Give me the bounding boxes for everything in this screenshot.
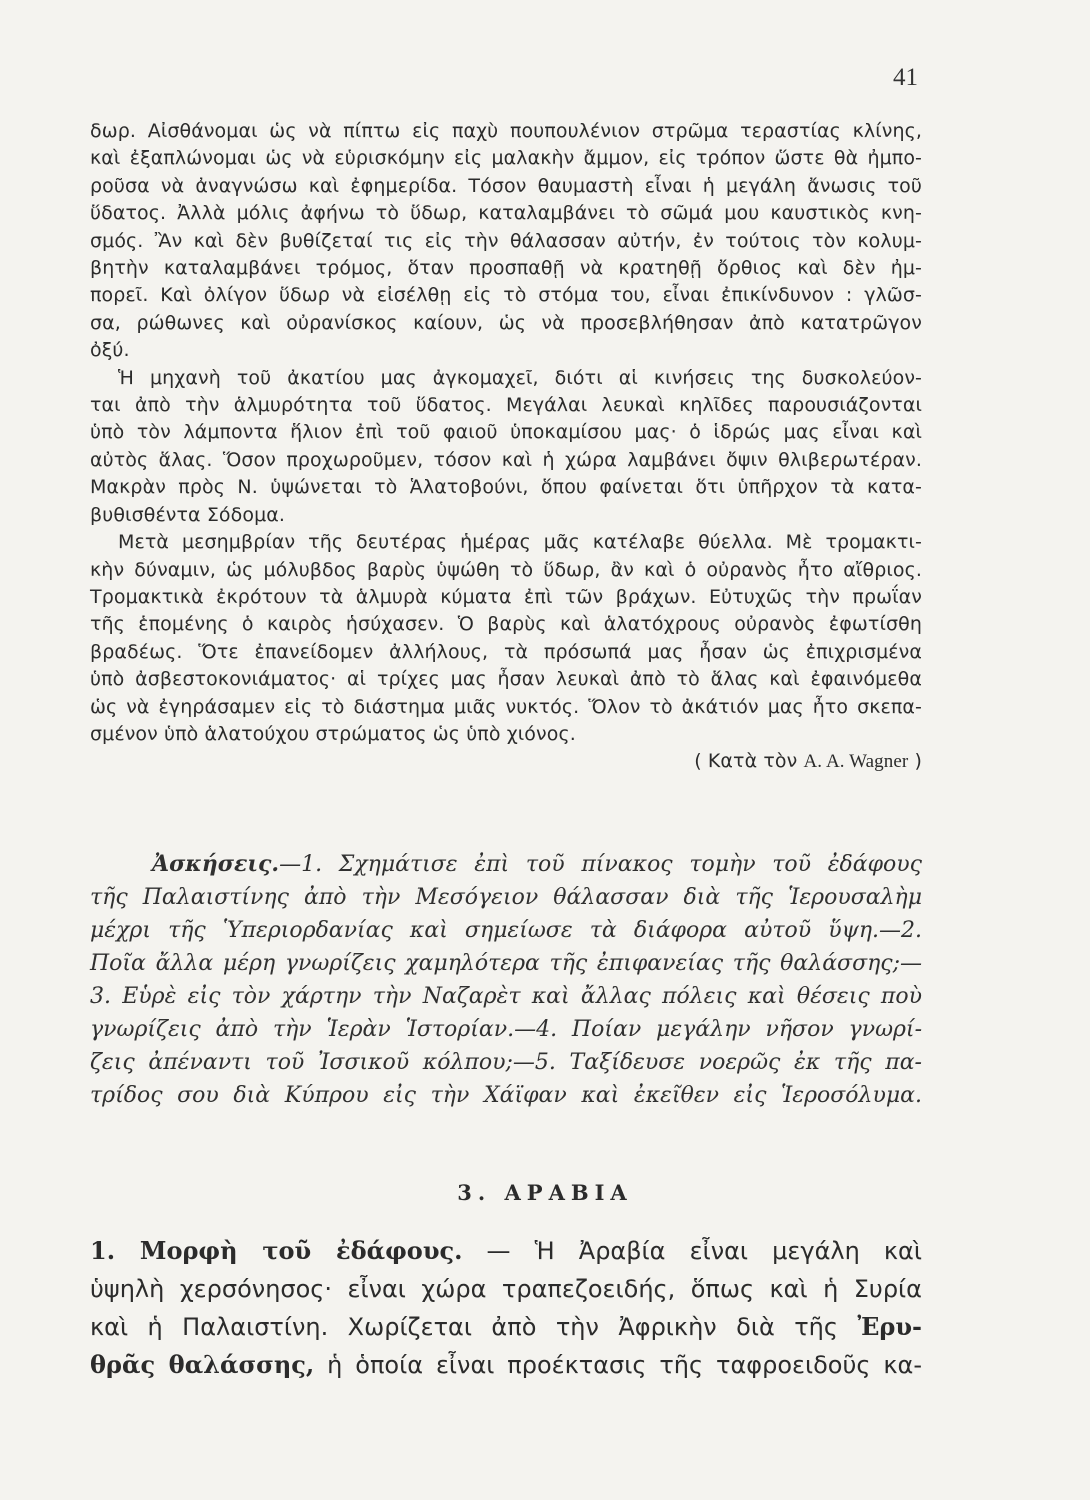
text-line-content: κὴν δύναμιν, ὡς μόλυβδος βαρὺς ὑψώθη τὸ ὕδωρ, ἂν καὶ ὁ οὐρανὸς ἦτο αἴθριος.	[90, 558, 922, 581]
exercise-line	[90, 1079, 922, 1112]
section-body	[90, 1232, 922, 1384]
section-line-3	[90, 1308, 922, 1346]
exercise-line-text: ζεις ἀπέναντι τοῦ Ἰσσικοῦ κόλπου;—5. Ταξίδευσε νοερῶς ἐκ τῆς πα-	[90, 1050, 922, 1075]
exercise-line-text: 3. Εὑρὲ εἰς τὸν χάρτην τὴν Ναζαρὲτ καὶ ἄλλας πόλεις καὶ θέσεις ποὺ	[90, 984, 922, 1009]
exercise-line	[90, 947, 922, 980]
page-number: 41	[893, 64, 918, 91]
subheading: 1. Μορφὴ τοῦ ἐδάφους.	[90, 1236, 463, 1265]
section-line-4-rest: ἡ ὁποία εἶναι προέκτασις τῆς ταφροειδοῦς κα-	[314, 1351, 922, 1379]
text-line-content: ὕδατος. Ἀλλὰ μόλις ἀφήνω τὸ ὕδωρ, καταλαμβάνει τὸ σῶμά μου καυστικὸς κνη-	[90, 202, 922, 225]
text-line	[90, 392, 922, 419]
text-line	[90, 611, 922, 638]
paragraph-2	[90, 365, 922, 529]
exercises-block	[90, 848, 922, 1112]
exercise-line	[90, 914, 922, 947]
exercise-line	[90, 848, 922, 881]
text-line-content: Μακρὰν πρὸς Ν. ὑψώνεται τὸ Ἁλατοβούνι, ὅπου φαίνεται ὅτι ὑπῆρχον τὰ κατα-	[90, 476, 922, 499]
exercise-line	[90, 1013, 922, 1046]
text-line	[90, 447, 922, 474]
section-line-3-text: καὶ ἡ Παλαιστίνη. Χωρίζεται ἀπὸ τὴν Ἀφρικὴν διὰ τῆς	[90, 1313, 858, 1341]
exercise-line	[90, 881, 922, 914]
text-line-content: ροῦσα νὰ ἀναγνώσω καὶ ἐφημερίδα. Τόσον θαυμαστὴ εἶναι ἡ μεγάλη ἄνωσις τοῦ	[90, 174, 922, 197]
text-line-content: καὶ ἐξαπλώνομαι ὡς νὰ εὑρισκόμην εἰς μαλακὴν ἄμμον, εἰς τρόπον ὥστε θὰ ἠμπο-	[90, 147, 922, 170]
text-line-content: πορεῖ. Καὶ ὀλίγον ὕδωρ νὰ εἰσέλθῃ εἰς τὸ στόμα του, εἶναι ἐπικίνδυνον : γλῶσ-	[90, 284, 922, 307]
section-line-1	[90, 1232, 922, 1270]
exercise-line	[90, 980, 922, 1013]
text-line-content: δωρ. Αἰσθάνομαι ὡς νὰ πίπτω εἰς παχὺ πουπουλένιον στρῶμα τεραστίας κλίνης,	[90, 120, 922, 142]
text-line-content: βητὴν καταλαμβάνει τρόμος, ὅταν προσπαθῇ νὰ κρατηθῇ ὄρθιος καὶ δὲν ἠμ-	[90, 257, 922, 280]
exercise-line-text: —1. Σχημάτισε ἐπὶ τοῦ πίνακος τομὴν τοῦ ἐδάφους	[279, 852, 922, 877]
paragraph-3	[90, 529, 922, 748]
text-line-content: βραδέως. Ὅτε ἐπανείδομεν ἀλλήλους, τὰ πρόσωπά μας ἦσαν ὡς ἐπιχρισμένα	[90, 640, 922, 663]
text-line	[90, 694, 922, 721]
text-line-content: ται ἀπὸ τὴν ἁλμυρότητα τοῦ ὕδατος. Μεγάλαι λευκαὶ κηλῖδες παρουσιάζονται	[90, 394, 922, 417]
red-sea-term-end: θρᾶς θαλάσσης,	[90, 1350, 315, 1379]
text-line-content: σμός. Ἂν καὶ δὲν βυθίζεταί τις εἰς τὴν θάλασσαν αὐτήν, ἐν τούτοις τὸν κολυμ-	[90, 229, 922, 252]
exercise-line-text: τῆς Παλαιστίνης ἀπὸ τὴν Μεσόγειον θάλασσαν διὰ τῆς Ἱερουσαλὴμ	[90, 885, 922, 910]
exercise-line-wrap	[90, 1079, 922, 1112]
text-line	[90, 118, 922, 145]
text-line-content: ὑπὸ ἀσβεστοκονιάματος· αἱ τρίχες μας ἦσαν λευκαὶ ἀπὸ τὸ ἅλας καὶ ἐφαινόμεθα	[90, 668, 922, 691]
text-line-content: ὑπὸ τὸν λάμποντα ἥλιον ἐπὶ τοῦ φαιοῦ ὑποκαμίσου μας· ὁ ἱδρώς μας εἶναι καὶ	[90, 421, 922, 444]
text-line-content: ὀξύ.	[90, 339, 130, 362]
exercise-line-text: γνωρίζεις ἀπὸ τὴν Ἱερὰν Ἱστορίαν.—4. Ποίαν μεγάλην νῆσον γνωρί-	[90, 1017, 922, 1042]
text-line-content: Μετὰ μεσημβρίαν τῆς δευτέρας ἡμέρας μᾶς κατέλαβε θύελλα. Μὲ τρομακτι-	[118, 531, 922, 554]
text-line	[90, 529, 922, 556]
narrative-text	[90, 118, 922, 776]
attribution-suffix: )	[908, 750, 922, 773]
text-line-content: ὡς νὰ ἐγηράσαμεν εἰς τὸ διάστημα μιᾶς νυκτός. Ὅλον τὸ ἀκάτιόν μας ἦτο σκεπα-	[90, 695, 922, 718]
text-line	[90, 282, 922, 309]
exercise-line-text: Ποῖα ἄλλα μέρη γνωρίζεις χαμηλότερα τῆς ἐπιφανείας τῆς θαλάσσης;—	[90, 951, 922, 976]
exercise-line-wrap	[90, 1013, 922, 1046]
attribution	[90, 748, 922, 775]
text-line	[90, 639, 922, 666]
attribution-author: A. A. Wagner	[803, 751, 909, 773]
exercise-line-wrap	[152, 848, 922, 881]
text-line-content: τῆς ἑπομένης ὁ καιρὸς ἡσύχασεν. Ὁ βαρὺς καὶ ἁλατόχρους οὐρανὸς ἐφωτίσθη	[90, 613, 922, 636]
text-line	[90, 173, 922, 200]
red-sea-term-start: Ἐρυ-	[857, 1312, 922, 1341]
text-line-content: Ἡ μηχανὴ τοῦ ἀκατίου μας ἀγκομαχεῖ, διότι αἱ κινήσεις της δυσκολεύον-	[118, 366, 922, 389]
exercise-line-wrap	[90, 980, 922, 1013]
text-line	[90, 474, 922, 501]
text-line	[90, 502, 922, 529]
exercise-line-text: τρίδος σου διὰ Κύπρου εἰς τὴν Χάϊφαν καὶ ἐκεῖθεν εἰς Ἱεροσόλυμα.	[90, 1083, 922, 1108]
text-line	[90, 228, 922, 255]
paragraph-1	[90, 118, 922, 365]
text-line	[90, 200, 922, 227]
text-line-content: βυθισθέντα Σόδομα.	[90, 503, 286, 526]
text-line	[90, 310, 922, 337]
text-line	[90, 337, 922, 364]
section-line-4	[90, 1346, 922, 1384]
exercise-line-wrap	[90, 914, 922, 947]
text-line	[90, 145, 922, 172]
attribution-prefix: ( Κατὰ τὸν	[694, 750, 804, 773]
text-line	[90, 584, 922, 611]
section-heading: 3. ΑΡΑΒΙΑ	[457, 1180, 633, 1205]
text-line	[90, 666, 922, 693]
text-line-content: Τρομακτικὰ ἐκρότουν τὰ ἁλμυρὰ κύματα ἐπὶ τῶν βράχων. Εὐτυχῶς τὴν πρωΐαν	[90, 585, 922, 608]
exercise-line-wrap	[90, 881, 922, 914]
section-line-2-text: ὑψηλὴ χερσόνησος· εἶναι χώρα τραπεζοειδής, ὅπως καὶ ἡ Συρία	[90, 1275, 922, 1303]
text-line	[90, 721, 922, 748]
text-line	[90, 365, 922, 392]
text-line-content: σα, ρώθωνες καὶ οὐρανίσκος καίουν, ὡς νὰ προσεβλήθησαν ἀπὸ κατατρῶγον	[90, 311, 922, 334]
exercise-line-wrap	[90, 1046, 922, 1079]
text-line	[90, 419, 922, 446]
exercise-line	[90, 1046, 922, 1079]
text-line	[90, 255, 922, 282]
text-line	[90, 557, 922, 584]
exercise-line-text: μέχρι τῆς Ὑπεριορδανίας καὶ σημείωσε τὰ διάφορα αὐτοῦ ὕψη.—2.	[90, 918, 922, 943]
text-line-content: σμένον ὑπὸ ἁλατούχου στρώματος ὡς ὑπὸ χιόνος.	[90, 722, 576, 745]
exercise-line-wrap	[90, 947, 922, 980]
exercise-lines	[90, 848, 922, 1112]
section-line-1-rest: — Ἡ Ἀραβία εἶναι μεγάλη καὶ	[462, 1237, 922, 1265]
exercises-label: Ἀσκήσεις.	[152, 851, 280, 877]
text-line-content: αὐτὸς ἅλας. Ὅσον προχωροῦμεν, τόσον καὶ ἡ χώρα λαμβάνει ὄψιν θλιβερωτέραν.	[90, 448, 922, 471]
section-line-2	[90, 1270, 922, 1308]
